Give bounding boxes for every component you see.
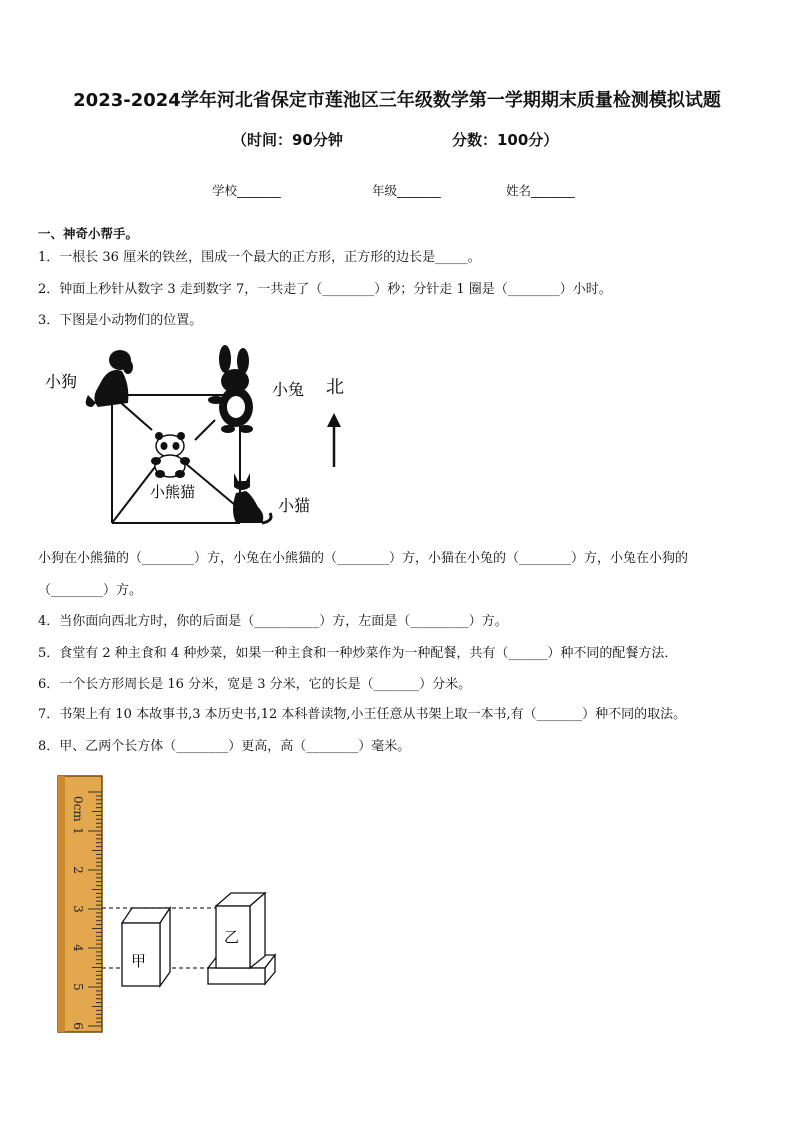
animal-position-figure: [40, 345, 360, 535]
panda-label: 小熊猫: [150, 483, 196, 501]
cat-label: 小猫: [278, 496, 311, 515]
box-b: [208, 893, 275, 984]
exam-score: 分数：100分）: [452, 131, 559, 149]
cat-icon: [233, 473, 271, 523]
ruler-figure: [50, 772, 290, 1034]
name-field: 姓名_______: [506, 183, 575, 198]
question-1: 1．一根长 36 厘米的铁丝，围成一个最大的正方形，正方形的边长是_____。: [38, 250, 481, 265]
question-3: 3．下图是小动物们的位置。: [38, 313, 203, 328]
box-a: [122, 908, 170, 986]
box-b-label: 乙: [224, 928, 240, 946]
panda-icon: [151, 432, 190, 478]
dog-label: 小狗: [45, 372, 78, 391]
dog-icon: [86, 350, 133, 407]
ruler-number-label: 6: [71, 1022, 85, 1030]
page-title: 2023-2024学年河北省保定市莲池区三年级数学第一学期期末质量检测模拟试题: [73, 90, 721, 111]
ruler-number-label: 4: [71, 944, 85, 952]
ruler-number-label: 1: [71, 827, 85, 835]
north-label: 北: [326, 377, 344, 398]
ruler-number-label: 3: [71, 905, 85, 913]
question-7: 7．书架上有 10 本故事书,3 本历史书,12 本科普读物,小王任意从书架上取一本书,有（_______）种不同的取法。: [38, 707, 687, 722]
ruler-number-label: 5: [71, 983, 85, 991]
exam-time: （时间：90分钟: [232, 131, 343, 149]
rabbit-label: 小兔: [272, 380, 305, 399]
north-arrow-icon: [327, 413, 341, 467]
ruler-number-label: 2: [71, 866, 85, 874]
box-a-label: 甲: [131, 952, 147, 970]
grade-field: 年级_______: [372, 183, 441, 198]
question-2: 2．钟面上秒针从数字 3 走到数字 7，一共走了（________）秒；分针走 1 圈是（________）小时。: [38, 282, 612, 297]
question-6: 6．一个长方形周长是 16 分米，宽是 3 分米，它的长是（_______）分米。: [38, 677, 472, 692]
question-8: 8．甲、乙两个长方体（________）更高，高（________）毫米。: [38, 739, 411, 754]
ruler-unit-label: 0cm: [71, 796, 85, 822]
question-3-answer-line-1: 小狗在小熊猫的（________）方，小兔在小熊猫的（________）方，小猫在小兔的（________）方，小兔在小狗的: [38, 551, 689, 566]
school-field: 学校_______: [212, 183, 281, 198]
question-5: 5．食堂有 2 种主食和 4 种炒菜，如果一种主食和一种炒菜作为一种配餐，共有（______）种不同的配餐方法．: [38, 646, 678, 661]
question-3-answer-line-2: （________）方。: [38, 583, 143, 598]
question-4: 4．当你面向西北方时，你的后面是（__________）方，左面是（_________）方。: [38, 614, 508, 629]
section-title: 一、神奇小帮手。: [38, 226, 139, 241]
